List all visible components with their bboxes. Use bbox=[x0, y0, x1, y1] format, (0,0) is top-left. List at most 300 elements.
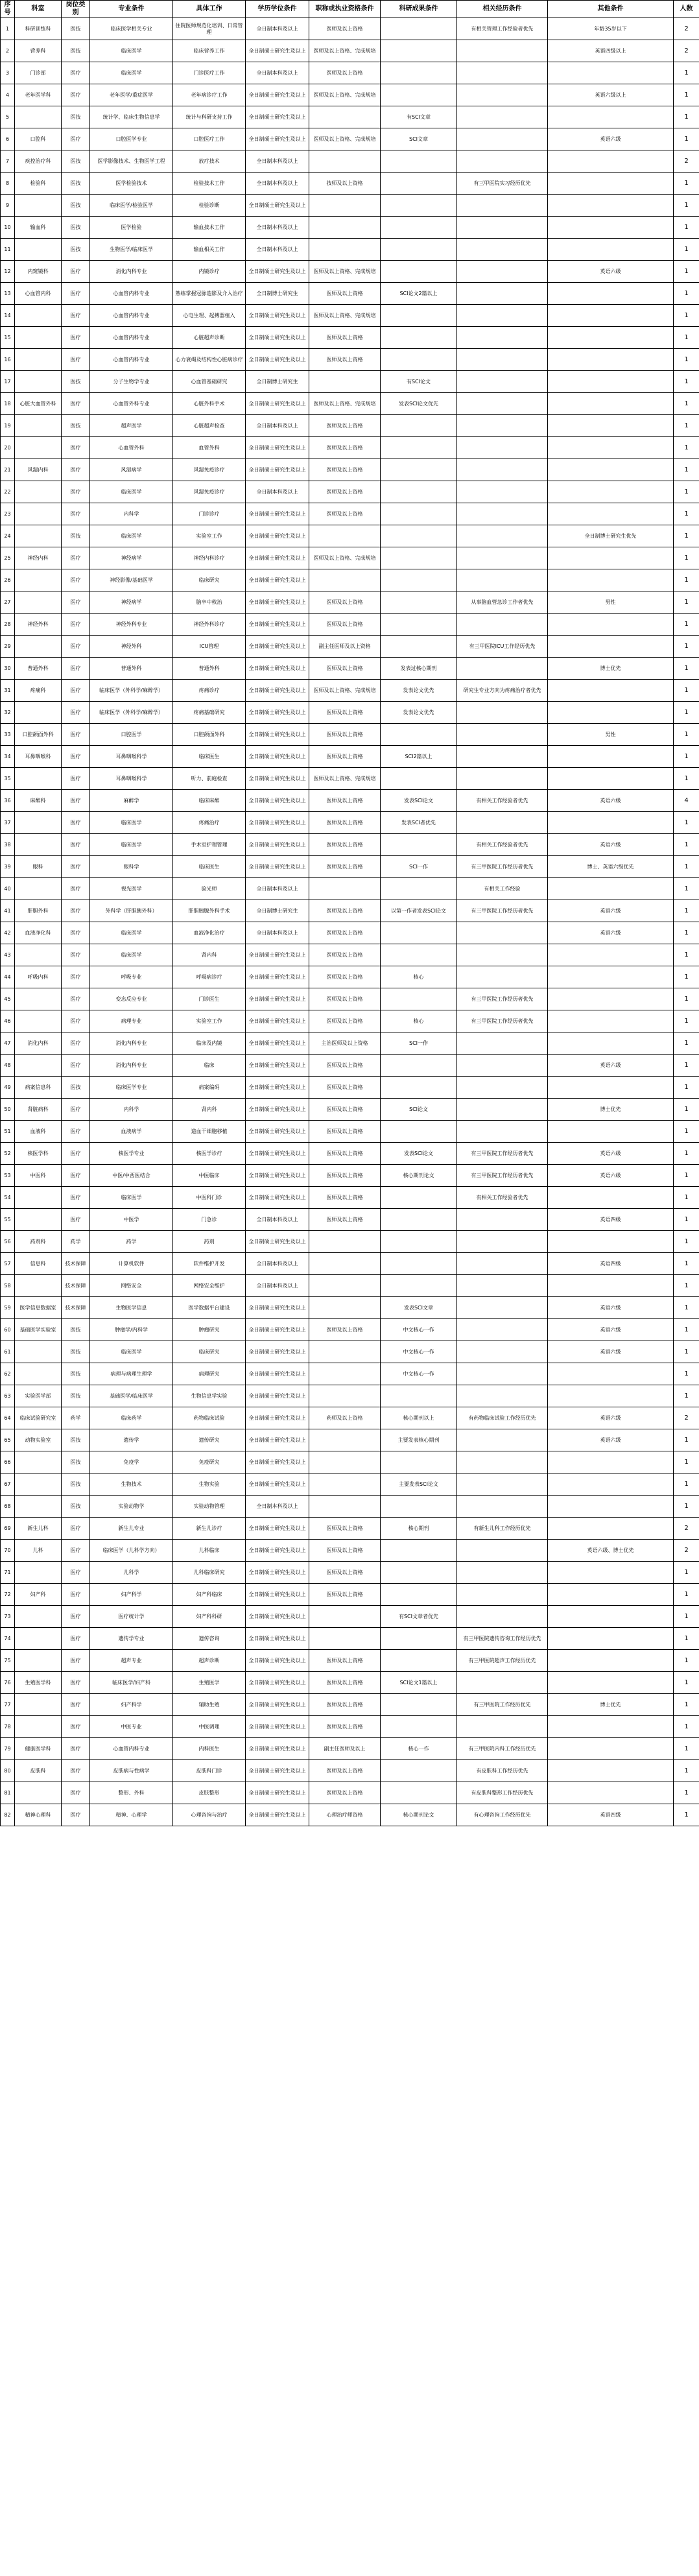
cell-count: 1 bbox=[674, 988, 699, 1010]
cell-experience bbox=[457, 944, 548, 966]
cell-other: 英语六级 bbox=[548, 261, 674, 283]
cell-count: 2 bbox=[674, 1407, 699, 1429]
table-row bbox=[1, 1077, 699, 1099]
cell-major: 临床医学 bbox=[90, 525, 173, 547]
cell-index: 6 bbox=[1, 128, 15, 150]
cell-experience: 有皮肤科工作经历优先 bbox=[457, 1760, 548, 1782]
cell-index: 67 bbox=[1, 1473, 15, 1496]
cell-count: 1 bbox=[674, 349, 699, 371]
cell-major: 临床医学/检验医学 bbox=[90, 195, 173, 217]
cell-qualification: 医师及以上资格 bbox=[309, 591, 381, 614]
cell-research bbox=[381, 944, 457, 966]
cell-category: 药学 bbox=[62, 1231, 90, 1253]
cell-department: 风湿内科 bbox=[15, 459, 62, 481]
cell-category: 医疗 bbox=[62, 922, 90, 944]
cell-index: 66 bbox=[1, 1451, 15, 1473]
cell-education: 全日制硕士研究生及以上 bbox=[246, 658, 309, 680]
cell-index: 39 bbox=[1, 856, 15, 878]
cell-other bbox=[548, 371, 674, 393]
cell-research bbox=[381, 305, 457, 327]
cell-category: 医技 bbox=[62, 1451, 90, 1473]
cell-duty: 生殖医学 bbox=[173, 1672, 246, 1694]
cell-education: 全日制硕士研究生及以上 bbox=[246, 195, 309, 217]
cell-research: 发表SCI论文 bbox=[381, 1143, 457, 1165]
cell-department: 口腔科 bbox=[15, 128, 62, 150]
cell-experience bbox=[457, 305, 548, 327]
cell-research bbox=[381, 1253, 457, 1275]
cell-department: 疾控治疗科 bbox=[15, 150, 62, 173]
cell-education: 全日制硕士研究生及以上 bbox=[246, 1165, 309, 1187]
cell-category: 医技 bbox=[62, 239, 90, 261]
table-row bbox=[1, 503, 699, 525]
cell-experience bbox=[457, 503, 548, 525]
cell-research: 核心期刊论文 bbox=[381, 1165, 457, 1187]
cell-category: 医疗 bbox=[62, 503, 90, 525]
cell-major: 临床医学 bbox=[90, 834, 173, 856]
cell-duty: 风湿免疫诊疗 bbox=[173, 481, 246, 503]
cell-experience bbox=[457, 547, 548, 569]
table-row bbox=[1, 1716, 699, 1738]
cell-count: 1 bbox=[674, 393, 699, 415]
cell-department bbox=[15, 1606, 62, 1628]
cell-qualification: 药师及以上资格 bbox=[309, 1407, 381, 1429]
cell-index: 48 bbox=[1, 1055, 15, 1077]
cell-qualification bbox=[309, 1297, 381, 1319]
cell-index: 2 bbox=[1, 40, 15, 62]
cell-education: 全日制硕士研究生及以上 bbox=[246, 1716, 309, 1738]
cell-category: 医疗 bbox=[62, 393, 90, 415]
cell-other: 英语六级 bbox=[548, 790, 674, 812]
cell-experience bbox=[457, 1275, 548, 1297]
cell-department: 科研训练科 bbox=[15, 18, 62, 40]
cell-experience: 有相关工作经验者优先 bbox=[457, 1187, 548, 1209]
cell-experience bbox=[457, 1297, 548, 1319]
cell-department bbox=[15, 1209, 62, 1231]
cell-category: 医疗 bbox=[62, 261, 90, 283]
cell-qualification: 医师及以上资格 bbox=[309, 702, 381, 724]
table-row bbox=[1, 724, 699, 746]
cell-major: 消化内科专业 bbox=[90, 261, 173, 283]
cell-index: 26 bbox=[1, 569, 15, 591]
cell-major: 医学检验 bbox=[90, 217, 173, 239]
cell-department: 生殖医学科 bbox=[15, 1672, 62, 1694]
table-row bbox=[1, 327, 699, 349]
cell-department: 神经外科 bbox=[15, 614, 62, 636]
cell-education: 全日制本科及以上 bbox=[246, 1209, 309, 1231]
cell-major: 临床医学 bbox=[90, 812, 173, 834]
table-row bbox=[1, 150, 699, 173]
cell-experience: 有皮肤科整形工作经历优先 bbox=[457, 1782, 548, 1804]
table-row bbox=[1, 812, 699, 834]
cell-index: 11 bbox=[1, 239, 15, 261]
cell-department bbox=[15, 1363, 62, 1385]
cell-count: 1 bbox=[674, 84, 699, 106]
cell-qualification bbox=[309, 106, 381, 128]
cell-education: 全日制硕士研究生及以上 bbox=[246, 1473, 309, 1496]
table-row bbox=[1, 702, 699, 724]
cell-category: 医疗 bbox=[62, 746, 90, 768]
cell-other bbox=[548, 459, 674, 481]
cell-qualification: 医师及以上资格 bbox=[309, 1319, 381, 1341]
cell-research bbox=[381, 1760, 457, 1782]
cell-experience bbox=[457, 393, 548, 415]
cell-count: 1 bbox=[674, 1429, 699, 1451]
cell-department: 妇产科 bbox=[15, 1584, 62, 1606]
cell-major: 消化内科专业 bbox=[90, 1032, 173, 1055]
cell-other bbox=[548, 768, 674, 790]
cell-education: 全日制硕士研究生及以上 bbox=[246, 1121, 309, 1143]
cell-education: 全日制硕士研究生及以上 bbox=[246, 1694, 309, 1716]
cell-index: 61 bbox=[1, 1341, 15, 1363]
cell-count: 1 bbox=[674, 1496, 699, 1518]
table-row bbox=[1, 415, 699, 437]
cell-index: 65 bbox=[1, 1429, 15, 1451]
table-row bbox=[1, 40, 699, 62]
cell-duty: 检验诊断 bbox=[173, 195, 246, 217]
cell-duty: 临床麻醉 bbox=[173, 790, 246, 812]
cell-qualification: 医师及以上资格 bbox=[309, 988, 381, 1010]
cell-experience: 研究生专业方向为疼痛治疗者优先 bbox=[457, 680, 548, 702]
cell-qualification: 医师及以上资格 bbox=[309, 1143, 381, 1165]
cell-category: 医技 bbox=[62, 150, 90, 173]
cell-other bbox=[548, 150, 674, 173]
cell-experience bbox=[457, 283, 548, 305]
cell-index: 18 bbox=[1, 393, 15, 415]
cell-major: 心血管外科 bbox=[90, 437, 173, 459]
cell-education: 全日制硕士研究生及以上 bbox=[246, 525, 309, 547]
cell-research bbox=[381, 1275, 457, 1297]
cell-experience bbox=[457, 1540, 548, 1562]
cell-experience: 有三甲医院ICU工作经历优先 bbox=[457, 636, 548, 658]
cell-other bbox=[548, 393, 674, 415]
cell-index: 63 bbox=[1, 1385, 15, 1407]
cell-experience bbox=[457, 569, 548, 591]
cell-duty: 临床 bbox=[173, 1055, 246, 1077]
cell-experience bbox=[457, 724, 548, 746]
cell-category: 医疗 bbox=[62, 1628, 90, 1650]
cell-index: 3 bbox=[1, 62, 15, 84]
cell-qualification bbox=[309, 1341, 381, 1363]
cell-education: 全日制硕士研究生及以上 bbox=[246, 1562, 309, 1584]
cell-count: 1 bbox=[674, 415, 699, 437]
cell-qualification: 医师及以上资格 bbox=[309, 1716, 381, 1738]
cell-count: 1 bbox=[674, 834, 699, 856]
cell-category: 医疗 bbox=[62, 1518, 90, 1540]
cell-experience: 有三甲医院遗传咨询工作经历优先 bbox=[457, 1628, 548, 1650]
cell-index: 47 bbox=[1, 1032, 15, 1055]
cell-other bbox=[548, 569, 674, 591]
cell-major: 神经外科 bbox=[90, 636, 173, 658]
cell-experience bbox=[457, 106, 548, 128]
cell-department bbox=[15, 1341, 62, 1363]
cell-category: 医疗 bbox=[62, 1672, 90, 1694]
cell-index: 50 bbox=[1, 1099, 15, 1121]
cell-duty: 肿瘤研究 bbox=[173, 1319, 246, 1341]
cell-major: 病理与病理生理学 bbox=[90, 1363, 173, 1385]
cell-major: 超声医学 bbox=[90, 415, 173, 437]
cell-research bbox=[381, 1540, 457, 1562]
cell-other: 英语六级 bbox=[548, 1429, 674, 1451]
cell-count: 1 bbox=[674, 922, 699, 944]
cell-count: 1 bbox=[674, 1032, 699, 1055]
cell-count: 1 bbox=[674, 1275, 699, 1297]
cell-research bbox=[381, 327, 457, 349]
cell-count: 1 bbox=[674, 525, 699, 547]
table-row bbox=[1, 349, 699, 371]
cell-qualification bbox=[309, 217, 381, 239]
cell-qualification: 医师及以上资格 bbox=[309, 900, 381, 922]
cell-category: 医疗 bbox=[62, 1760, 90, 1782]
cell-category: 医疗 bbox=[62, 349, 90, 371]
cell-education: 全日制硕士研究生及以上 bbox=[246, 1143, 309, 1165]
cell-department: 动物实验室 bbox=[15, 1429, 62, 1451]
cell-major: 心血管外科专业 bbox=[90, 393, 173, 415]
cell-education: 全日制本科及以上 bbox=[246, 922, 309, 944]
cell-count: 1 bbox=[674, 283, 699, 305]
cell-qualification bbox=[309, 150, 381, 173]
table-row bbox=[1, 283, 699, 305]
cell-research bbox=[381, 1121, 457, 1143]
cell-department: 检验科 bbox=[15, 173, 62, 195]
table-row bbox=[1, 680, 699, 702]
cell-research: 核心期刊以上 bbox=[381, 1407, 457, 1429]
cell-index: 44 bbox=[1, 966, 15, 988]
cell-other bbox=[548, 283, 674, 305]
cell-qualification: 医师及以上资格 bbox=[309, 1650, 381, 1672]
cell-duty: 疼痛基础研究 bbox=[173, 702, 246, 724]
cell-count: 1 bbox=[674, 636, 699, 658]
cell-index: 36 bbox=[1, 790, 15, 812]
cell-other: 英语六级以上 bbox=[548, 84, 674, 106]
cell-duty: 皮肤科门诊 bbox=[173, 1760, 246, 1782]
cell-research: 发表SCI文章 bbox=[381, 1297, 457, 1319]
cell-category: 医疗 bbox=[62, 327, 90, 349]
cell-research bbox=[381, 150, 457, 173]
cell-education: 全日制硕士研究生及以上 bbox=[246, 349, 309, 371]
cell-index: 14 bbox=[1, 305, 15, 327]
cell-major: 超声专业 bbox=[90, 1650, 173, 1672]
cell-major: 临床医学 bbox=[90, 1341, 173, 1363]
cell-experience: 有三甲医院工作经历者优先 bbox=[457, 900, 548, 922]
cell-category: 医技 bbox=[62, 1385, 90, 1407]
cell-department bbox=[15, 106, 62, 128]
cell-duty: 妇产科临床 bbox=[173, 1584, 246, 1606]
cell-count: 1 bbox=[674, 1099, 699, 1121]
cell-index: 60 bbox=[1, 1319, 15, 1341]
cell-count: 1 bbox=[674, 1385, 699, 1407]
cell-department bbox=[15, 636, 62, 658]
cell-department: 营养科 bbox=[15, 40, 62, 62]
header-cell: 学历学位条件 bbox=[246, 1, 309, 18]
cell-index: 82 bbox=[1, 1804, 15, 1826]
cell-experience bbox=[457, 1032, 548, 1055]
cell-count: 2 bbox=[674, 1518, 699, 1540]
cell-experience bbox=[457, 1319, 548, 1341]
cell-other bbox=[548, 437, 674, 459]
cell-qualification: 技师及以上资格 bbox=[309, 173, 381, 195]
cell-major: 医学影像技术、生物医学工程 bbox=[90, 150, 173, 173]
cell-experience: 有三甲医院超声工作经历优先 bbox=[457, 1650, 548, 1672]
cell-category: 医疗 bbox=[62, 1209, 90, 1231]
cell-duty: 辅助生殖 bbox=[173, 1694, 246, 1716]
cell-major: 临床医学 bbox=[90, 944, 173, 966]
cell-count: 1 bbox=[674, 459, 699, 481]
cell-major: 临床医学（外科学/麻醉学） bbox=[90, 680, 173, 702]
cell-department bbox=[15, 195, 62, 217]
cell-qualification bbox=[309, 525, 381, 547]
cell-major: 临床医学（外科学/麻醉学） bbox=[90, 702, 173, 724]
table-row bbox=[1, 1297, 699, 1319]
cell-count: 1 bbox=[674, 217, 699, 239]
cell-qualification: 医师及以上资格 bbox=[309, 349, 381, 371]
table-row bbox=[1, 1032, 699, 1055]
cell-education: 全日制硕士研究生及以上 bbox=[246, 746, 309, 768]
cell-major: 神经影像/基础医学 bbox=[90, 569, 173, 591]
cell-other: 英语六级 bbox=[548, 1341, 674, 1363]
cell-experience: 有三甲医院工作经历者优先 bbox=[457, 988, 548, 1010]
cell-experience bbox=[457, 437, 548, 459]
cell-research bbox=[381, 834, 457, 856]
cell-count: 1 bbox=[674, 62, 699, 84]
cell-duty: 生物实验 bbox=[173, 1473, 246, 1496]
cell-research: SCI一作 bbox=[381, 1032, 457, 1055]
cell-duty: 遗传咨询 bbox=[173, 1628, 246, 1650]
cell-category: 医疗 bbox=[62, 481, 90, 503]
cell-category: 医疗 bbox=[62, 966, 90, 988]
cell-duty: 门诊诊疗 bbox=[173, 503, 246, 525]
cell-count: 1 bbox=[674, 966, 699, 988]
cell-other: 英语四级 bbox=[548, 1209, 674, 1231]
cell-other bbox=[548, 62, 674, 84]
table-row bbox=[1, 1650, 699, 1672]
cell-experience: 有三甲医院工作经历者优先 bbox=[457, 856, 548, 878]
cell-count: 1 bbox=[674, 1010, 699, 1032]
table-row bbox=[1, 1055, 699, 1077]
cell-department bbox=[15, 1275, 62, 1297]
cell-other bbox=[548, 106, 674, 128]
table-row bbox=[1, 459, 699, 481]
cell-qualification bbox=[309, 1451, 381, 1473]
cell-major: 中医专业 bbox=[90, 1716, 173, 1738]
cell-count: 2 bbox=[674, 1540, 699, 1562]
cell-qualification: 副主任医师及以上资格 bbox=[309, 636, 381, 658]
cell-education: 全日制硕士研究生及以上 bbox=[246, 393, 309, 415]
cell-other: 博士、英语六级优先 bbox=[548, 856, 674, 878]
cell-experience bbox=[457, 525, 548, 547]
cell-count: 1 bbox=[674, 1209, 699, 1231]
cell-duty: 核医学诊疗 bbox=[173, 1143, 246, 1165]
cell-education: 全日制硕士研究生及以上 bbox=[246, 591, 309, 614]
cell-other bbox=[548, 239, 674, 261]
cell-index: 72 bbox=[1, 1584, 15, 1606]
table-row bbox=[1, 173, 699, 195]
cell-other bbox=[548, 1562, 674, 1584]
cell-category: 医疗 bbox=[62, 658, 90, 680]
cell-research: 核心期刊 bbox=[381, 1518, 457, 1540]
cell-education: 全日制硕士研究生及以上 bbox=[246, 1606, 309, 1628]
cell-duty: 妇产科科研 bbox=[173, 1606, 246, 1628]
cell-count: 1 bbox=[674, 1473, 699, 1496]
cell-research bbox=[381, 261, 457, 283]
cell-experience bbox=[457, 922, 548, 944]
cell-department bbox=[15, 1562, 62, 1584]
cell-department: 皮肤科 bbox=[15, 1760, 62, 1782]
table-row bbox=[1, 1385, 699, 1407]
cell-duty: 口腔医疗工作 bbox=[173, 128, 246, 150]
cell-other bbox=[548, 1187, 674, 1209]
cell-qualification bbox=[309, 1496, 381, 1518]
cell-other bbox=[548, 547, 674, 569]
cell-index: 1 bbox=[1, 18, 15, 40]
cell-research: 核心 bbox=[381, 1010, 457, 1032]
cell-count: 1 bbox=[674, 591, 699, 614]
cell-major: 临床医学 bbox=[90, 922, 173, 944]
cell-other bbox=[548, 195, 674, 217]
cell-experience bbox=[457, 371, 548, 393]
cell-category: 医疗 bbox=[62, 812, 90, 834]
cell-count: 1 bbox=[674, 327, 699, 349]
cell-qualification: 医师及以上资格 bbox=[309, 1694, 381, 1716]
cell-other bbox=[548, 1606, 674, 1628]
cell-research bbox=[381, 1451, 457, 1473]
table-row bbox=[1, 1451, 699, 1473]
cell-education: 全日制本科及以上 bbox=[246, 62, 309, 84]
cell-research bbox=[381, 1628, 457, 1650]
cell-major: 临床医学 bbox=[90, 62, 173, 84]
cell-research bbox=[381, 459, 457, 481]
cell-qualification: 医师及以上资格 bbox=[309, 1121, 381, 1143]
cell-major: 临床医学/妇产科 bbox=[90, 1672, 173, 1694]
cell-count: 1 bbox=[674, 305, 699, 327]
table-row bbox=[1, 1165, 699, 1187]
cell-major: 心血管内科专业 bbox=[90, 327, 173, 349]
cell-experience bbox=[457, 702, 548, 724]
cell-qualification: 医师及以上资格 bbox=[309, 856, 381, 878]
cell-department: 中医科 bbox=[15, 1165, 62, 1187]
cell-department: 新生儿科 bbox=[15, 1518, 62, 1540]
table-row bbox=[1, 1738, 699, 1760]
cell-duty: 风湿免疫诊疗 bbox=[173, 459, 246, 481]
cell-qualification: 医师及以上资格 bbox=[309, 1540, 381, 1562]
cell-duty: 心力衰竭及结构性心脏病诊疗 bbox=[173, 349, 246, 371]
cell-education: 全日制硕士研究生及以上 bbox=[246, 547, 309, 569]
cell-education: 全日制硕士研究生及以上 bbox=[246, 1010, 309, 1032]
cell-research bbox=[381, 724, 457, 746]
cell-research bbox=[381, 62, 457, 84]
table-row bbox=[1, 1363, 699, 1385]
table-row bbox=[1, 437, 699, 459]
cell-experience bbox=[457, 1121, 548, 1143]
cell-qualification bbox=[309, 1628, 381, 1650]
cell-category: 医疗 bbox=[62, 1738, 90, 1760]
cell-experience: 有三甲医院工作经历优先 bbox=[457, 1694, 548, 1716]
cell-education: 全日制硕士研究生及以上 bbox=[246, 503, 309, 525]
cell-experience bbox=[457, 1496, 548, 1518]
cell-department bbox=[15, 1187, 62, 1209]
cell-research bbox=[381, 1055, 457, 1077]
cell-research bbox=[381, 239, 457, 261]
cell-experience bbox=[457, 614, 548, 636]
cell-major: 神经病学 bbox=[90, 547, 173, 569]
cell-research: 有SCI论文 bbox=[381, 371, 457, 393]
cell-major: 医疗统计学 bbox=[90, 1606, 173, 1628]
cell-major: 心血管内科专业 bbox=[90, 305, 173, 327]
cell-department bbox=[15, 415, 62, 437]
cell-major: 神经病学 bbox=[90, 591, 173, 614]
cell-education: 全日制硕士研究生及以上 bbox=[246, 1672, 309, 1694]
cell-research bbox=[381, 1231, 457, 1253]
cell-experience: 有三甲医院工作经历者优先 bbox=[457, 1143, 548, 1165]
